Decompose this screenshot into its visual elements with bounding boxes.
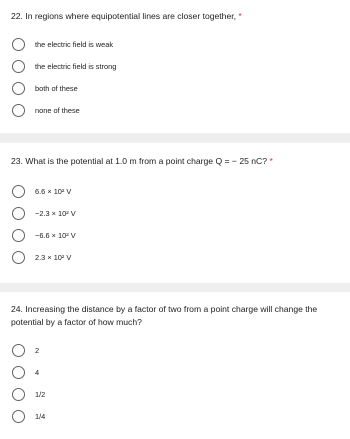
option-radio[interactable] <box>12 250 71 264</box>
required-asterisk: * <box>238 11 242 21</box>
radio-button-icon[interactable] <box>12 251 25 264</box>
radio-button-icon[interactable] <box>12 229 25 242</box>
question-text: 22. In regions where equipotential lines are closer together, <box>11 11 237 21</box>
radio-button-icon[interactable] <box>12 207 25 220</box>
option-radio[interactable] <box>12 228 76 242</box>
radio-button-icon[interactable] <box>12 38 25 51</box>
radio-button-icon[interactable] <box>12 410 25 423</box>
option-label: −2.3 × 10² V <box>35 208 76 218</box>
option-label: 1/4 <box>35 411 46 421</box>
radio-button-icon[interactable] <box>12 185 25 198</box>
option-radio[interactable] <box>12 387 45 401</box>
question-card-22 <box>0 0 350 133</box>
option-label: 4 <box>35 367 40 377</box>
option-radio[interactable] <box>12 365 39 379</box>
radio-button-icon[interactable] <box>12 388 25 401</box>
radio-button-icon[interactable] <box>12 366 25 379</box>
option-label: 6.6 × 10² V <box>35 186 72 196</box>
option-label: both of these <box>35 83 78 93</box>
radio-button-icon[interactable] <box>12 344 25 357</box>
option-label: 2 <box>35 345 40 355</box>
option-label: the electric field is weak <box>35 39 114 49</box>
option-radio[interactable] <box>12 184 71 198</box>
required-asterisk: * <box>269 156 273 166</box>
card-separator <box>0 133 350 143</box>
option-label: 2.3 × 10² V <box>35 252 72 262</box>
option-label: the electric field is strong <box>35 61 117 71</box>
option-radio[interactable] <box>12 37 113 51</box>
question-title <box>11 155 341 168</box>
option-label: none of these <box>35 105 80 115</box>
question-text: 23. What is the potential at 1.0 m from a point charge Q = − 25 nC? <box>11 156 268 166</box>
question-title <box>11 303 341 329</box>
question-title <box>11 10 341 23</box>
radio-button-icon[interactable] <box>12 104 25 117</box>
question-card-23 <box>0 143 350 283</box>
card-separator <box>0 283 350 292</box>
option-radio[interactable] <box>12 59 116 73</box>
question-card-24 <box>0 292 350 439</box>
option-radio[interactable] <box>12 343 39 357</box>
radio-button-icon[interactable] <box>12 82 25 95</box>
option-radio[interactable] <box>12 103 80 117</box>
option-label: 1/2 <box>35 389 46 399</box>
option-radio[interactable] <box>12 409 45 423</box>
option-radio[interactable] <box>12 206 76 220</box>
question-text: 24. Increasing the distance by a factor of two from a point charge will change the potential by a factor of how much? <box>11 304 318 327</box>
radio-button-icon[interactable] <box>12 60 25 73</box>
option-label: −6.6 × 10² V <box>35 230 76 240</box>
option-radio[interactable] <box>12 81 78 95</box>
